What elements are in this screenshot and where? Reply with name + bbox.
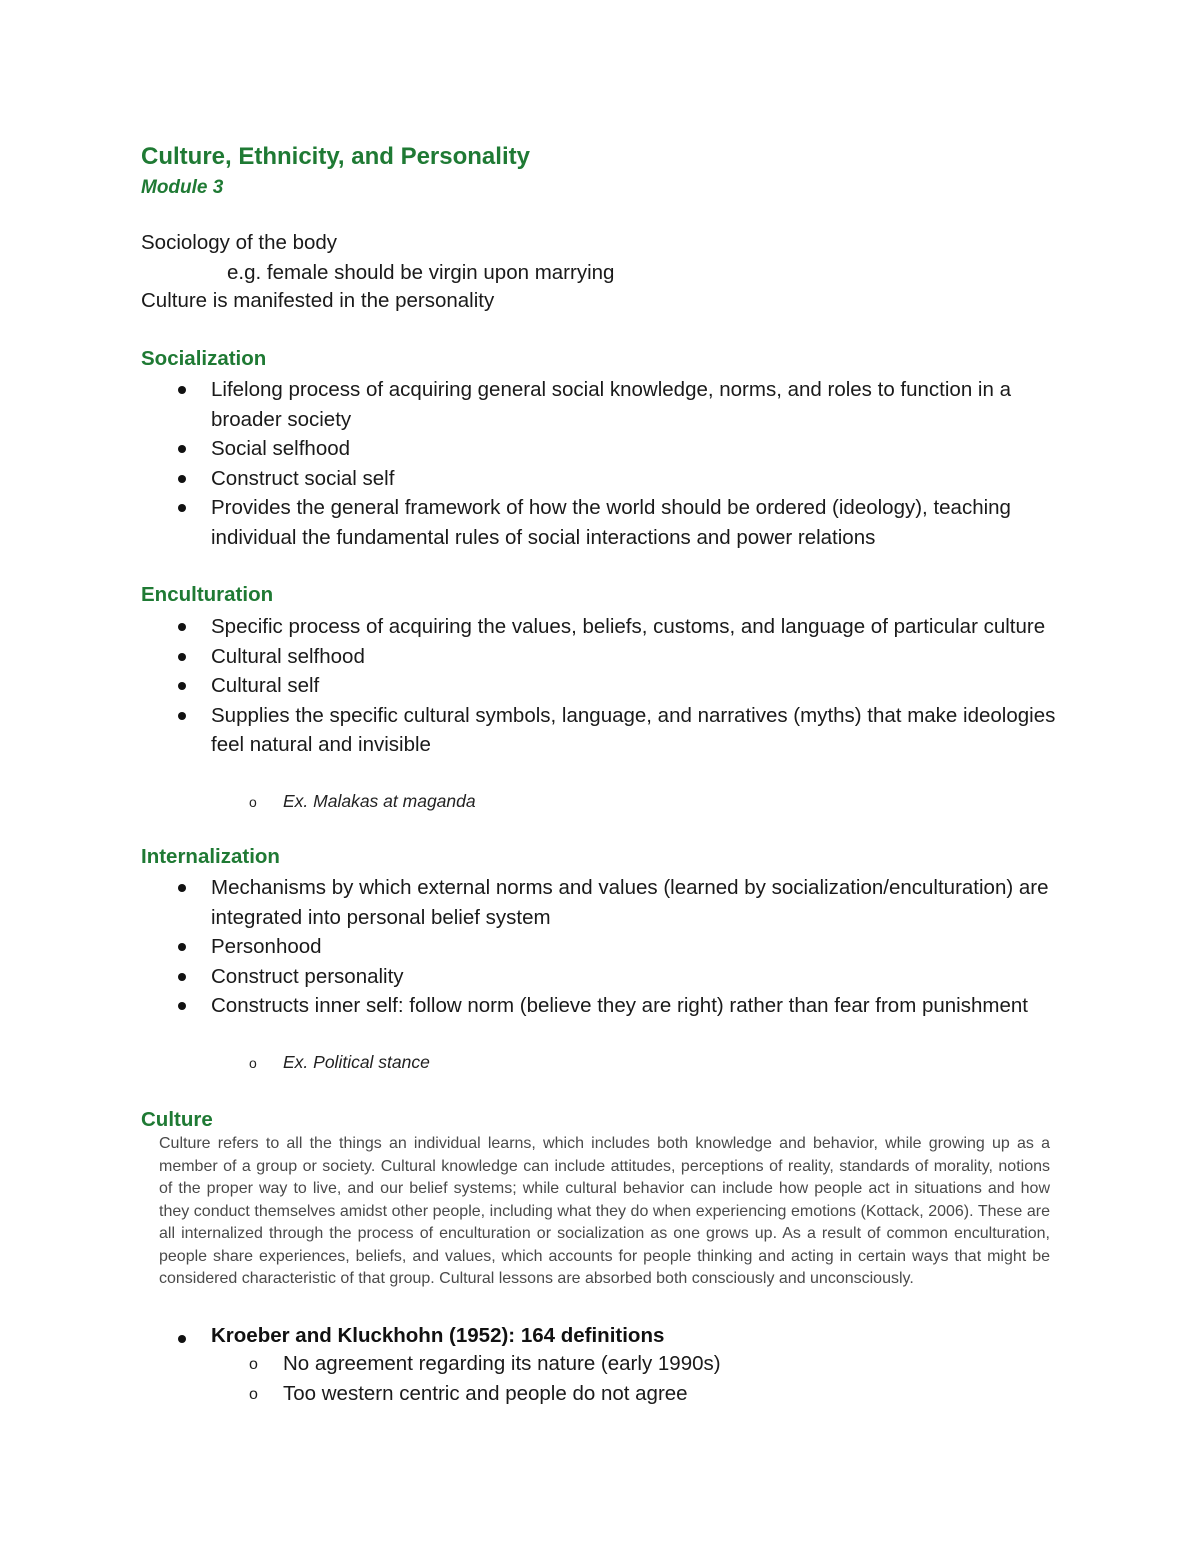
bullet-icon (178, 386, 186, 394)
document-title: Culture, Ethnicity, and Personality (141, 143, 530, 170)
bullet-icon (178, 884, 186, 892)
list-item: Social selfhood (178, 434, 1078, 464)
sub-bullet-icon: o (249, 1386, 258, 1403)
intro-line-2: e.g. female should be virgin upon marrying (227, 261, 615, 284)
sub-bullet-icon: o (249, 1055, 257, 1071)
sub-bullet-icon: o (249, 1356, 258, 1373)
sub-bullet-icon: o (249, 794, 257, 810)
document-subtitle: Module 3 (141, 177, 224, 198)
section-heading-culture: Culture (141, 1108, 213, 1131)
list-item: Supplies the specific cultural symbols, language, and narratives (myths) that make ideologies feel natural and invisible (178, 701, 1078, 760)
intro-line-3: Culture is manifested in the personality (141, 289, 495, 312)
list-item: Mechanisms by which external norms and values (learned by socialization/enculturation) are integrated into personal belief system (178, 873, 1078, 932)
intro-line-1: Sociology of the body (141, 231, 338, 254)
bullet-icon (178, 1335, 186, 1343)
bullet-icon (178, 943, 186, 951)
section-heading-socialization: Socialization (141, 347, 267, 370)
enculturation-example: o Ex. Malakas at maganda (249, 791, 476, 811)
enculturation-list (178, 612, 1078, 760)
bullet-icon (178, 712, 186, 720)
list-item: Personhood (178, 932, 1078, 962)
socialization-list (178, 375, 1078, 552)
bullet-icon (178, 653, 186, 661)
section-heading-enculturation: Enculturation (141, 583, 274, 606)
culture-sub-item: o Too western centric and people do not agree (249, 1382, 688, 1405)
bullet-icon (178, 623, 186, 631)
internalization-list (178, 873, 1078, 1021)
internalization-example: o Ex. Political stance (249, 1052, 430, 1072)
list-item: Cultural selfhood (178, 642, 1078, 672)
bullet-icon (178, 973, 186, 981)
bullet-icon (178, 682, 186, 690)
list-item: Cultural self (178, 671, 1078, 701)
list-item: Specific process of acquiring the values, beliefs, customs, and language of particular culture (178, 612, 1078, 642)
bullet-icon (178, 445, 186, 453)
list-item: Lifelong process of acquiring general social knowledge, norms, and roles to function in a broader society (178, 375, 1078, 434)
culture-paragraph: Culture refers to all the things an individual learns, which includes both knowledge and behavior, while growing up as a member of a group or society. Cultural knowledge can include attitudes, perceptions of reality, standards of morality, notions of the proper way to live, and our belief systems; while cultural behavior can include how people act in situations and how they conduct themselves amidst other people, including what they do when experiencing emotions (Kottack, 2006). These are all internalized through the process of enculturation or socialization as one grows up. As a result of common enculturation, people share experiences, beliefs, and values, which accounts for people thinking and acting in certain ways that might be considered characteristic of that group. Cultural lessons are absorbed both consciously and unconsciously. (159, 1135, 1050, 1287)
culture-bullet: Kroeber and Kluckhohn (1952): 164 definitions (178, 1324, 664, 1348)
list-item: Constructs inner self: follow norm (believe they are right) rather than fear from punishment (178, 991, 1078, 1021)
culture-sub-item: o No agreement regarding its nature (early 1990s) (249, 1352, 721, 1375)
bullet-icon (178, 1002, 186, 1010)
list-item: Provides the general framework of how the world should be ordered (ideology), teaching individual the fundamental rules of social interactions and power relations (178, 493, 1078, 552)
section-heading-internalization: Internalization (141, 845, 280, 868)
list-item: Construct personality (178, 962, 1078, 992)
bullet-icon (178, 475, 186, 483)
list-item: Construct social self (178, 464, 1078, 494)
bullet-icon (178, 504, 186, 512)
